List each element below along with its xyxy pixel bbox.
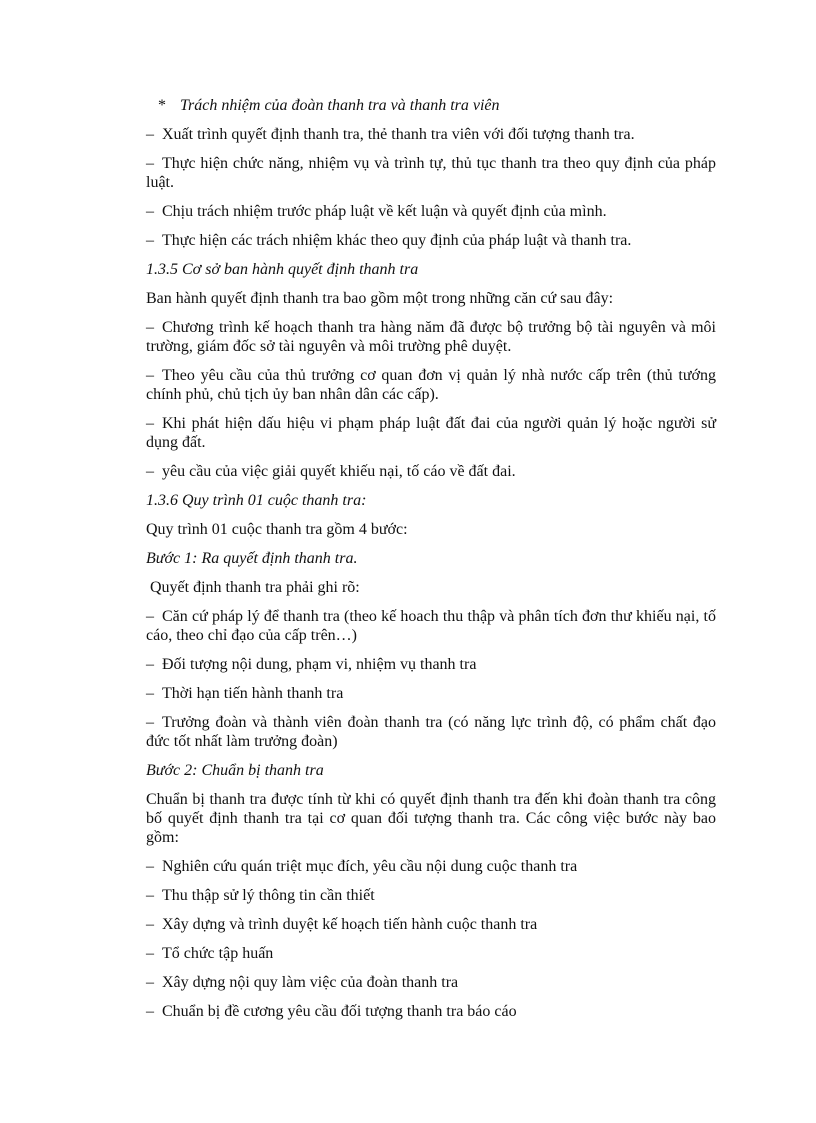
dash-bullet-icon: –: [146, 415, 154, 432]
list-item-text: Xây dựng và trình duyệt kế hoạch tiến hành cuộc thanh tra: [162, 916, 538, 933]
dash-list-item: [146, 366, 716, 404]
dash-bullet-icon: –: [146, 974, 154, 991]
star-bullet-icon: *: [158, 97, 166, 114]
paragraph: Quyết định thanh tra phải ghi rõ:: [150, 579, 360, 596]
dash-list-item: [146, 462, 716, 481]
dash-list-item: [146, 231, 716, 250]
dash-bullet-icon: –: [146, 858, 154, 875]
dash-bullet-icon: –: [146, 367, 154, 384]
star-item: [146, 96, 716, 115]
dash-list-item: [146, 944, 716, 963]
paragraph: Chuẩn bị thanh tra được tính từ khi có quyết định thanh tra đến khi đoàn thanh tra công bố quyết định thanh tra tại cơ quan đối tượng thanh tra. Các công việc bước này bao gồm:: [146, 791, 716, 846]
dash-list-item: [146, 713, 716, 751]
dash-list-item: [146, 915, 716, 934]
list-item-text: Theo yêu cầu của thủ trưởng cơ quan đơn vị quản lý nhà nước cấp trên (thủ tướng chính phủ, chủ tịch ủy ban nhân dân các cấp).: [146, 367, 716, 403]
list-item-text: Thực hiện chức năng, nhiệm vụ và trình tự, thủ tục thanh tra theo quy định của pháp luật.: [146, 155, 716, 191]
star-item-text: Trách nhiệm của đoàn thanh tra và thanh tra viên: [180, 97, 500, 114]
list-item-text: yêu cầu của việc giải quyết khiếu nại, tố cáo về đất đai.: [162, 463, 516, 480]
list-item-text: Căn cứ pháp lý để thanh tra (theo kế hoach thu thập và phân tích đơn thư khiếu nại, tố cáo, theo chỉ đạo của cấp trên…): [146, 608, 716, 644]
dash-list-item: [146, 125, 716, 144]
list-item-text: Đối tượng nội dung, phạm vi, nhiệm vụ thanh tra: [162, 656, 477, 673]
section-heading: 1.3.5 Cơ sở ban hành quyết định thanh tra: [146, 261, 419, 278]
dash-list-item: [146, 886, 716, 905]
list-item-text: Trưởng đoàn và thành viên đoàn thanh tra (có năng lực trình độ, có phẩm chất đạo đức tốt nhất làm trưởng đoàn): [146, 714, 716, 750]
list-item-text: Chịu trách nhiệm trước pháp luật về kết luận và quyết định của mình.: [162, 203, 607, 220]
dash-list-item: [146, 1002, 716, 1021]
dash-list-item: [146, 154, 716, 192]
list-item-text: Xây dựng nội quy làm việc của đoàn thanh tra: [162, 974, 459, 991]
dash-bullet-icon: –: [146, 463, 154, 480]
dash-bullet-icon: –: [146, 945, 154, 962]
list-item-text: Chuẩn bị đề cương yêu cầu đối tượng thanh tra báo cáo: [162, 1003, 517, 1020]
paragraph: Ban hành quyết định thanh tra bao gồm một trong những căn cứ sau đây:: [146, 290, 614, 307]
document-page: [146, 96, 716, 1031]
dash-bullet-icon: –: [146, 916, 154, 933]
dash-list-item: [146, 318, 716, 356]
dash-list-item: [146, 202, 716, 221]
section-heading: Bước 2: Chuẩn bị thanh tra: [146, 762, 324, 779]
dash-bullet-icon: –: [146, 203, 154, 220]
list-item-text: Thu thập sử lý thông tin cần thiết: [162, 887, 375, 904]
list-item-text: Thực hiện các trách nhiệm khác theo quy định của pháp luật và thanh tra.: [162, 232, 632, 249]
dash-bullet-icon: –: [146, 126, 154, 143]
list-item-text: Khi phát hiện dấu hiệu vi phạm pháp luật đất đai của người quản lý hoặc người sử dụng đất.: [146, 415, 716, 451]
paragraph: Quy trình 01 cuộc thanh tra gồm 4 bước:: [146, 521, 408, 538]
dash-list-item: [146, 684, 716, 703]
document-body: [146, 125, 716, 1021]
list-item-text: Chương trình kế hoạch thanh tra hàng năm đã được bộ trưởng bộ tài nguyên và môi trường, giám đốc sở tài nguyên và môi trường phê duyệt.: [146, 319, 716, 355]
dash-list-item: [146, 973, 716, 992]
dash-list-item: [146, 607, 716, 645]
dash-bullet-icon: –: [146, 1003, 154, 1020]
dash-list-item: [146, 857, 716, 876]
list-item-text: Xuất trình quyết định thanh tra, thẻ thanh tra viên với đối tượng thanh tra.: [162, 126, 635, 143]
dash-bullet-icon: –: [146, 319, 154, 336]
dash-bullet-icon: –: [146, 608, 154, 625]
dash-bullet-icon: –: [146, 155, 154, 172]
list-item-text: Tổ chức tập huấn: [162, 945, 274, 962]
dash-list-item: [146, 414, 716, 452]
list-item-text: Nghiên cứu quán triệt mục đích, yêu cầu nội dung cuộc thanh tra: [162, 858, 578, 875]
dash-bullet-icon: –: [146, 232, 154, 249]
section-heading: Bước 1: Ra quyết định thanh tra.: [146, 550, 358, 567]
dash-bullet-icon: –: [146, 656, 154, 673]
dash-list-item: [146, 655, 716, 674]
dash-bullet-icon: –: [146, 714, 154, 731]
section-heading: 1.3.6 Quy trình 01 cuộc thanh tra:: [146, 492, 367, 509]
dash-bullet-icon: –: [146, 887, 154, 904]
dash-bullet-icon: –: [146, 685, 154, 702]
list-item-text: Thời hạn tiến hành thanh tra: [162, 685, 344, 702]
